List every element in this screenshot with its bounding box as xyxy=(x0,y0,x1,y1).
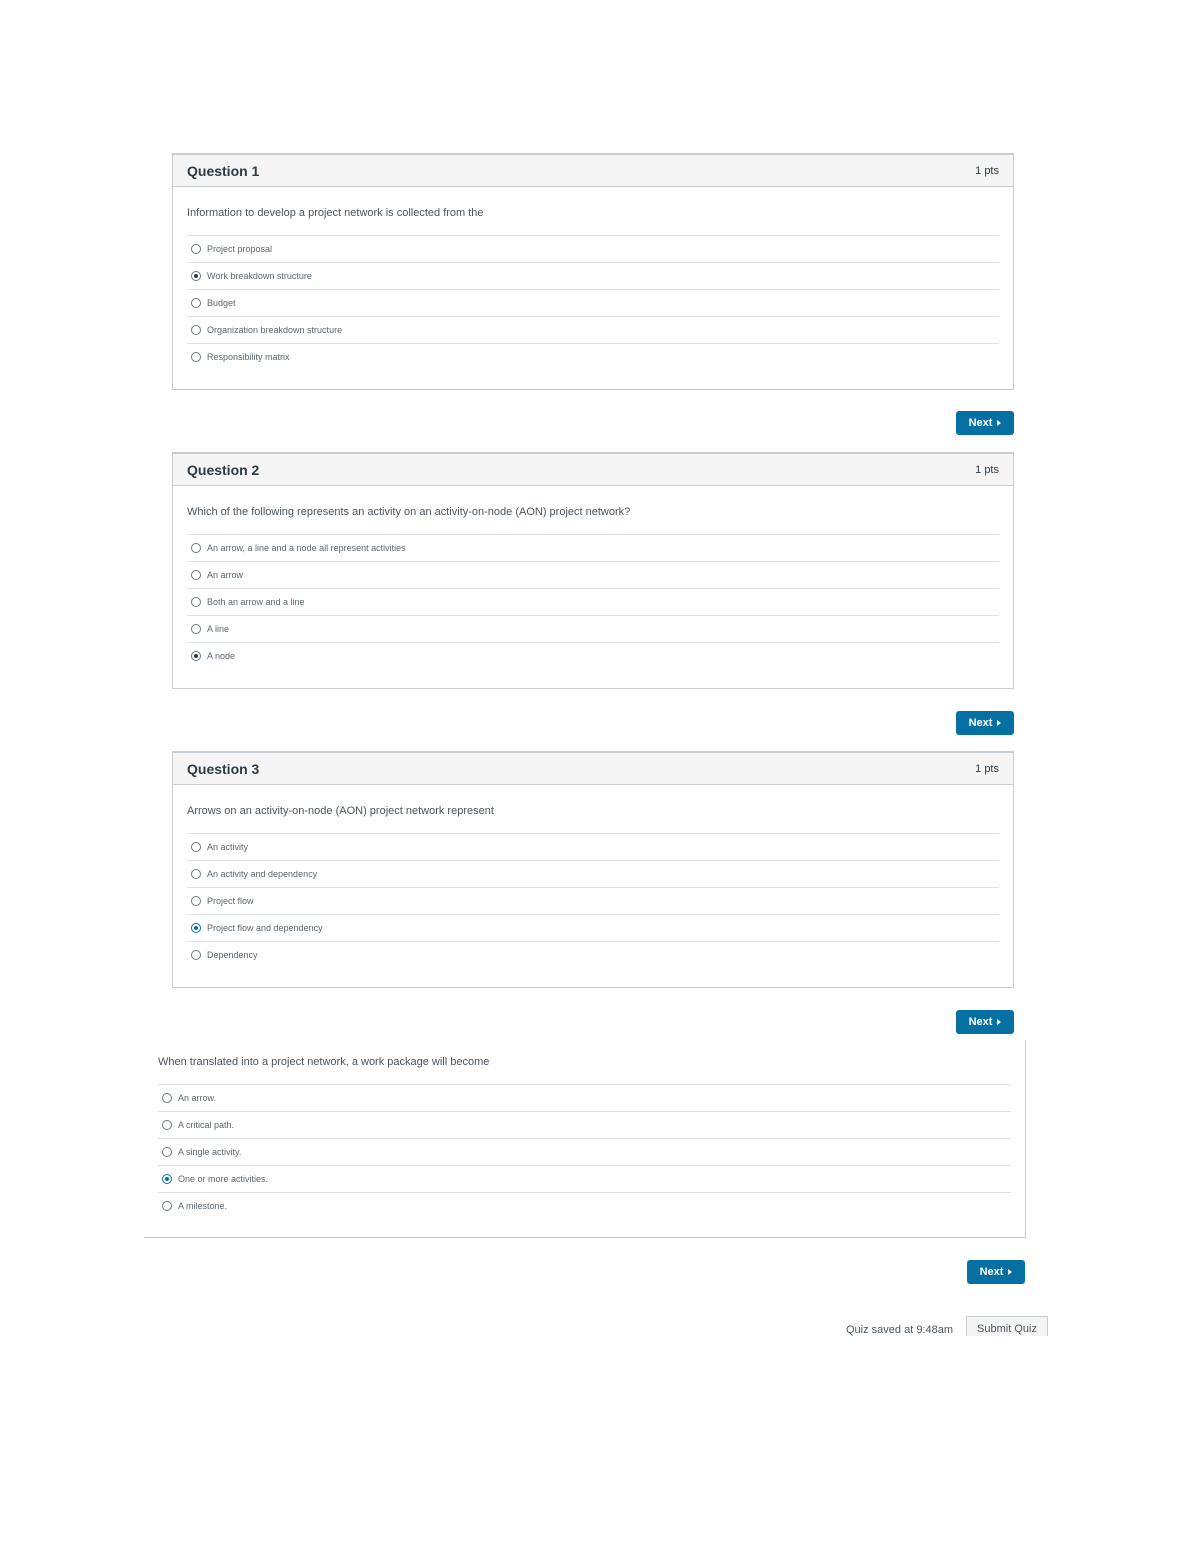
answer-option[interactable] xyxy=(187,236,999,263)
answer-label: Dependency xyxy=(207,950,258,960)
answer-label: Budget xyxy=(207,298,236,308)
answer-option[interactable] xyxy=(187,861,999,888)
question-header xyxy=(173,454,1013,486)
radio-selected-icon[interactable] xyxy=(191,651,201,661)
radio-icon[interactable] xyxy=(162,1201,172,1211)
question-text: Which of the following represents an activity on an activity-on-node (AON) project network? xyxy=(187,506,999,535)
answer-label: An arrow, a line and a node all represent activities xyxy=(207,543,406,553)
answer-option[interactable] xyxy=(158,1193,1011,1219)
answer-option[interactable] xyxy=(187,317,999,344)
question-text: When translated into a project network, a work package will become xyxy=(158,1056,1011,1085)
question-3-card xyxy=(172,751,1014,988)
answer-option[interactable] xyxy=(187,834,999,861)
answer-label: One or more activities. xyxy=(178,1174,269,1184)
play-triangle-icon xyxy=(997,720,1001,726)
answer-label: A single activity. xyxy=(178,1147,242,1157)
answer-list xyxy=(187,834,999,968)
question-text: Information to develop a project network is collected from the xyxy=(187,207,999,236)
radio-icon[interactable] xyxy=(191,298,201,308)
radio-icon[interactable] xyxy=(191,597,201,607)
answer-label: Organization breakdown structure xyxy=(207,325,343,335)
answer-option[interactable] xyxy=(187,290,999,317)
radio-icon[interactable] xyxy=(191,543,201,553)
answer-list xyxy=(187,535,999,669)
next-button-label: Next xyxy=(979,1266,1004,1278)
question-text: Arrows on an activity-on-node (AON) project network represent xyxy=(187,805,999,834)
answer-option[interactable] xyxy=(158,1139,1011,1166)
answer-label: An activity xyxy=(207,842,249,852)
answer-option[interactable] xyxy=(187,643,999,669)
answer-label: A milestone. xyxy=(178,1201,228,1211)
question-title: Question 1 xyxy=(187,162,260,179)
answer-label: Project flow and dependency xyxy=(207,923,323,933)
next-button-label: Next xyxy=(968,417,993,429)
answer-label: An activity and dependency xyxy=(207,869,318,879)
radio-icon[interactable] xyxy=(191,352,201,362)
next-button[interactable] xyxy=(967,1260,1025,1284)
answer-label: A node xyxy=(207,651,236,661)
radio-icon[interactable] xyxy=(191,896,201,906)
question-2-card xyxy=(172,452,1014,689)
quiz-saved-status: Quiz saved at 9:48am xyxy=(846,1324,954,1336)
question-points: 1 pts xyxy=(975,463,999,476)
answer-label: Responsibility matrix xyxy=(207,352,290,362)
next-button[interactable] xyxy=(956,1010,1014,1034)
question-4-card xyxy=(144,1040,1026,1238)
answer-label: An arrow. xyxy=(178,1093,217,1103)
answer-option[interactable] xyxy=(187,915,999,942)
play-triangle-icon xyxy=(997,1019,1001,1025)
question-title: Question 3 xyxy=(187,760,260,777)
divider xyxy=(144,1336,1056,1337)
next-button[interactable] xyxy=(956,411,1014,435)
answer-option[interactable] xyxy=(187,616,999,643)
radio-icon[interactable] xyxy=(191,950,201,960)
answer-label: Project flow xyxy=(207,896,254,906)
answer-list xyxy=(158,1085,1011,1219)
answer-label: Both an arrow and a line xyxy=(207,597,305,607)
answer-label: An arrow xyxy=(207,570,244,580)
answer-label: A line xyxy=(207,624,230,634)
radio-selected-icon[interactable] xyxy=(191,923,201,933)
radio-selected-icon[interactable] xyxy=(162,1174,172,1184)
radio-icon[interactable] xyxy=(191,842,201,852)
answer-option[interactable] xyxy=(187,562,999,589)
next-button-label: Next xyxy=(968,717,993,729)
play-triangle-icon xyxy=(1008,1269,1012,1275)
question-title: Question 2 xyxy=(187,461,260,478)
question-header xyxy=(173,155,1013,187)
answer-option[interactable] xyxy=(158,1085,1011,1112)
next-button-label: Next xyxy=(968,1016,993,1028)
play-triangle-icon xyxy=(997,420,1001,426)
question-points: 1 pts xyxy=(975,762,999,775)
submit-quiz-button[interactable]: Submit Quiz xyxy=(966,1316,1048,1336)
radio-icon[interactable] xyxy=(162,1147,172,1157)
answer-option[interactable] xyxy=(158,1112,1011,1139)
radio-icon[interactable] xyxy=(191,244,201,254)
radio-icon[interactable] xyxy=(162,1120,172,1130)
answer-option[interactable] xyxy=(187,344,999,370)
question-points: 1 pts xyxy=(975,164,999,177)
question-1-card xyxy=(172,153,1014,390)
next-button[interactable] xyxy=(956,711,1014,735)
answer-option[interactable] xyxy=(187,942,999,968)
question-header xyxy=(173,753,1013,785)
answer-label: Project proposal xyxy=(207,244,273,254)
radio-icon[interactable] xyxy=(191,570,201,580)
answer-option[interactable] xyxy=(187,589,999,616)
radio-icon[interactable] xyxy=(191,869,201,879)
answer-label: A critical path. xyxy=(178,1120,235,1130)
answer-option[interactable] xyxy=(158,1166,1011,1193)
radio-icon[interactable] xyxy=(191,624,201,634)
answer-label: Work breakdown structure xyxy=(207,271,312,281)
answer-option[interactable] xyxy=(187,535,999,562)
answer-option[interactable] xyxy=(187,263,999,290)
radio-icon[interactable] xyxy=(162,1093,172,1103)
answer-list xyxy=(187,236,999,370)
answer-option[interactable] xyxy=(187,888,999,915)
radio-selected-icon[interactable] xyxy=(191,271,201,281)
radio-icon[interactable] xyxy=(191,325,201,335)
